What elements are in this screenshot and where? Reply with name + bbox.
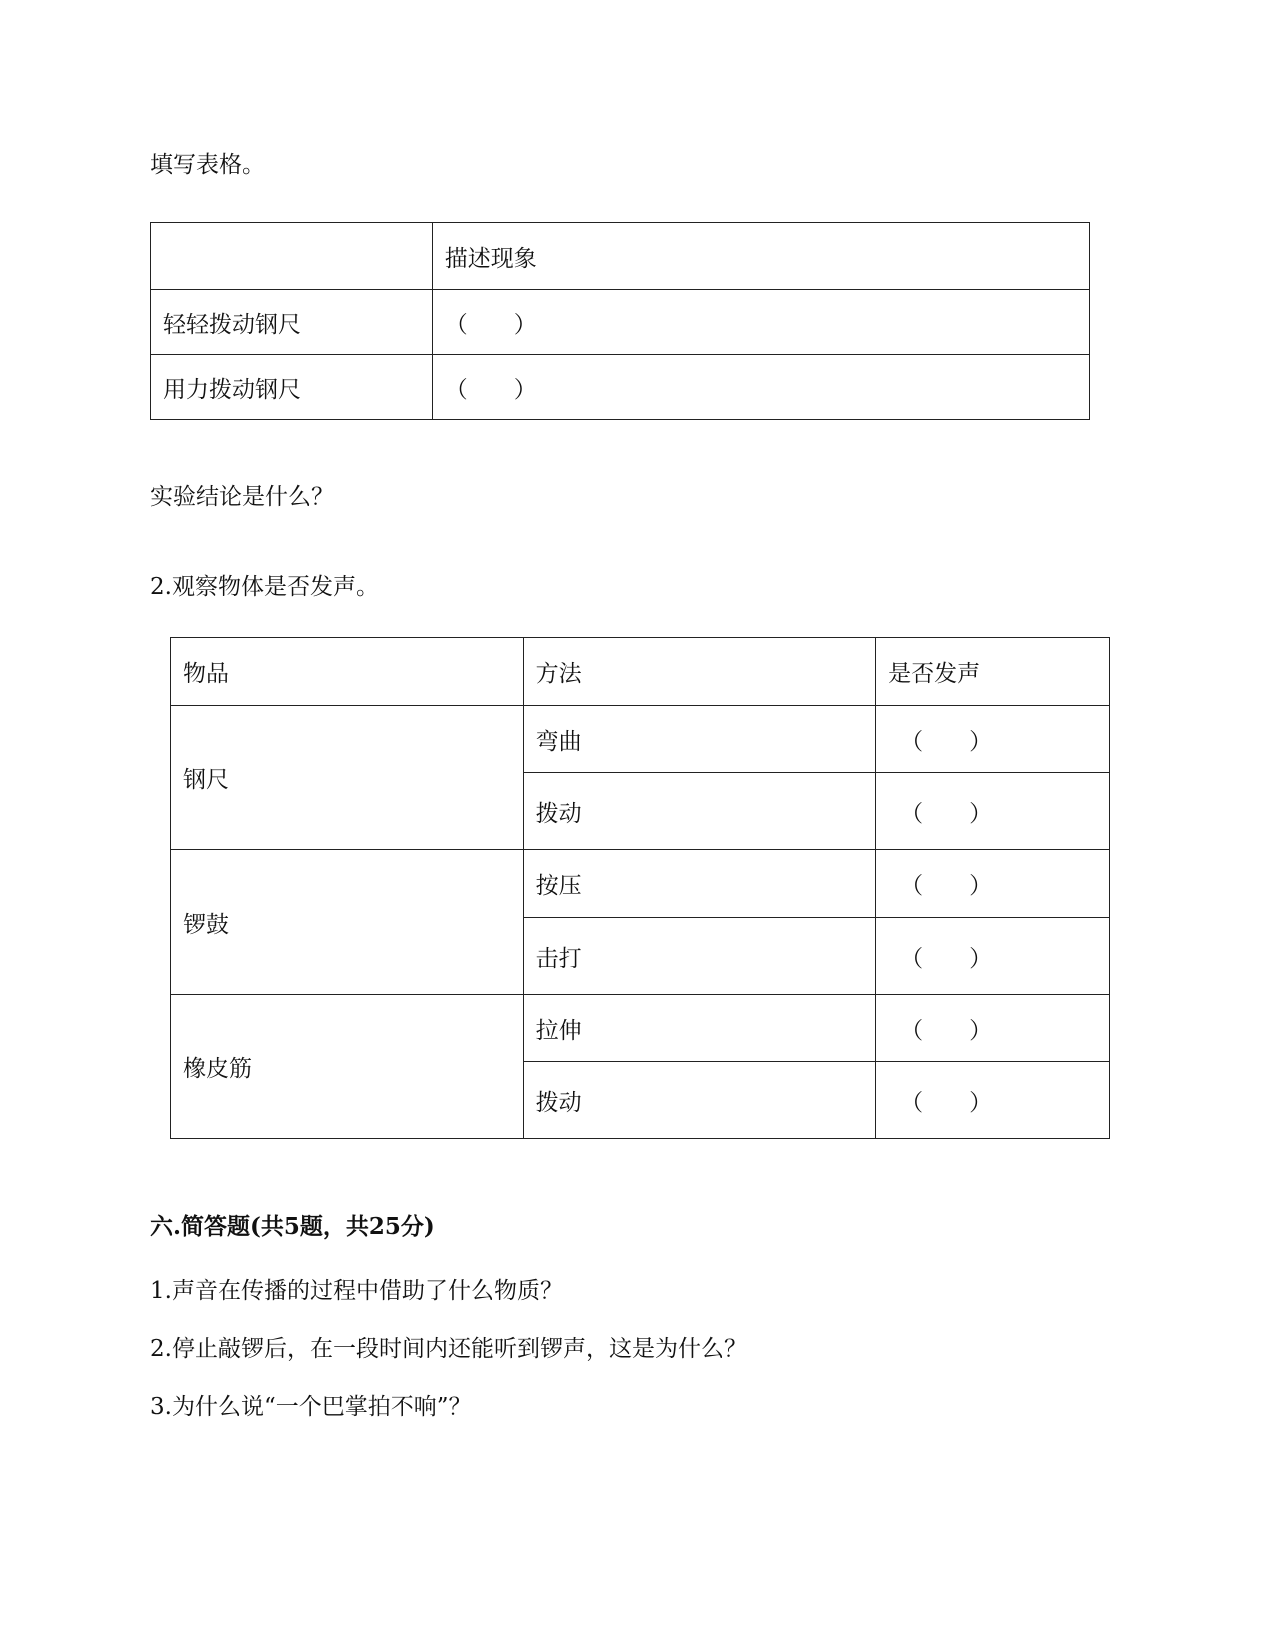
method-cell: 拉伸 (523, 995, 876, 1062)
table-row (151, 355, 1090, 420)
row-label: 用力拨动钢尺 (151, 355, 433, 420)
header-cell-empty (151, 223, 433, 290)
sound-observation-table (170, 637, 1110, 1139)
item-cell: 钢尺 (171, 706, 524, 850)
method-cell: 拨动 (523, 1062, 876, 1139)
answer-blank[interactable]: （ ） (876, 1062, 1110, 1139)
header-cell-description: 描述现象 (432, 223, 1089, 290)
phenomenon-table (150, 222, 1090, 420)
conclusion-question: 实验结论是什么？ (150, 484, 334, 510)
short-answer-question: 3.为什么说“一个巴掌拍不响”？ (150, 1394, 472, 1420)
table-header-row (151, 223, 1090, 290)
table-row (171, 850, 1110, 918)
answer-blank[interactable]: （ ） (432, 355, 1089, 420)
method-cell: 按压 (523, 850, 876, 918)
table-header-row (171, 638, 1110, 706)
row-label: 轻轻拨动钢尺 (151, 290, 433, 355)
method-cell: 弯曲 (523, 706, 876, 773)
answer-blank[interactable]: （ ） (876, 706, 1110, 773)
section-6-heading: 六.简答题(共5题，共25分) (150, 1213, 435, 1240)
header-cell-sounds: 是否发声 (876, 638, 1110, 706)
item-cell: 锣鼓 (171, 850, 524, 995)
intro-text: 填写表格。 (150, 152, 265, 178)
answer-blank[interactable]: （ ） (876, 995, 1110, 1062)
answer-blank[interactable]: （ ） (876, 918, 1110, 995)
answer-blank[interactable]: （ ） (432, 290, 1089, 355)
table-row (171, 995, 1110, 1062)
header-cell-item: 物品 (171, 638, 524, 706)
table-row (151, 290, 1090, 355)
short-answer-question: 2.停止敲锣后，在一段时间内还能听到锣声，这是为什么？ (150, 1336, 747, 1362)
short-answer-question: 1.声音在传播的过程中借助了什么物质？ (150, 1278, 563, 1304)
table-row (171, 706, 1110, 773)
answer-blank[interactable]: （ ） (876, 773, 1110, 850)
header-cell-method: 方法 (523, 638, 876, 706)
method-cell: 击打 (523, 918, 876, 995)
method-cell: 拨动 (523, 773, 876, 850)
question-2-title: 2.观察物体是否发声。 (150, 574, 379, 600)
item-cell: 橡皮筋 (171, 995, 524, 1139)
answer-blank[interactable]: （ ） (876, 850, 1110, 918)
